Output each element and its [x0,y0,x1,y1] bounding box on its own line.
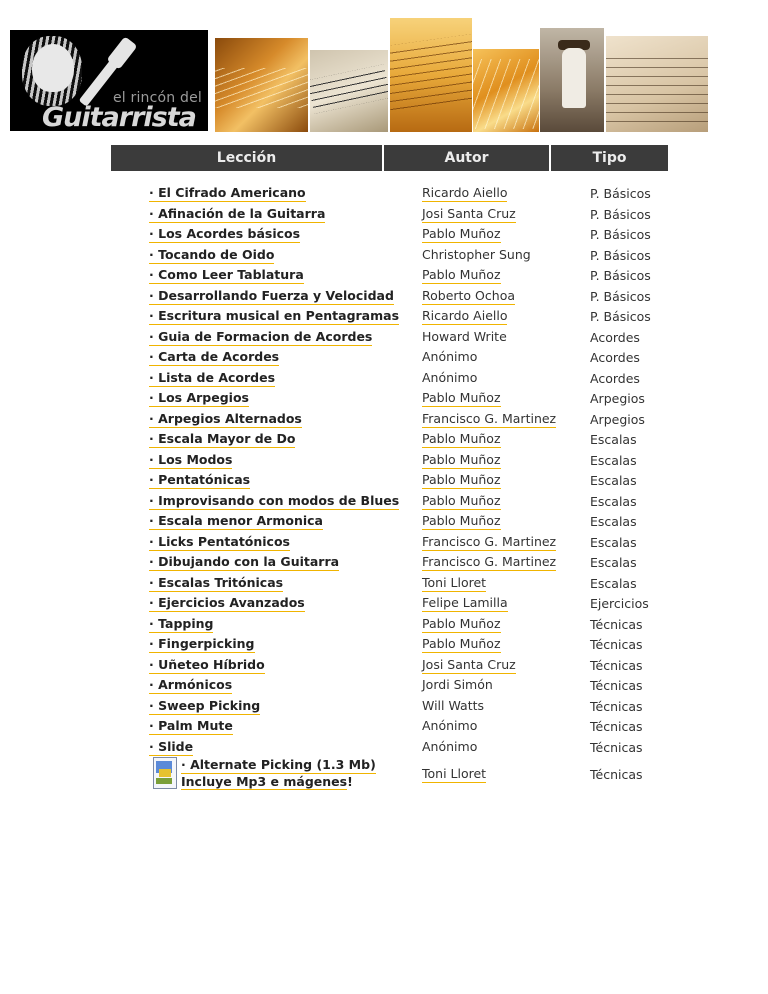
table-row [0,328,768,348]
lesson-link[interactable]: · Tocando de Oido [149,247,275,262]
lesson-link[interactable]: · Uñeteo Híbrido [149,657,265,672]
author-link[interactable]: Josi Santa Cruz [422,657,516,672]
table-row [0,717,768,737]
tipo-cell: P. Básicos [590,268,651,283]
header-leccion: Lección [111,145,382,171]
tipo-cell: Acordes [590,350,640,365]
lesson-link[interactable]: · Dibujando con la Guitarra [149,554,340,569]
lesson-link[interactable]: · Como Leer Tablatura [149,267,304,282]
author-link[interactable]: Francisco G. Martinez [422,411,557,426]
table-row [0,184,768,204]
table-row [0,287,768,307]
lesson-link[interactable]: · Improvisando con modos de Blues [149,493,400,508]
author-text: Howard Write [422,329,507,344]
table-row [0,697,768,717]
tipo-cell: Técnicas [590,617,643,632]
author-link[interactable]: Pablo Muñoz [422,472,501,487]
banner-photo-guitar-strings [215,38,308,132]
author-link[interactable]: Francisco G. Martinez [422,534,557,549]
lesson-link[interactable]: · Los Arpegios [149,390,249,405]
header-autor: Autor [384,145,549,171]
lesson-link[interactable]: · Los Modos [149,452,233,467]
table-row [0,246,768,266]
site-logo[interactable] [10,30,208,131]
table-row [0,676,768,696]
lesson-link[interactable]: · Escala menor Armonica [149,513,323,528]
author-text: Will Watts [422,698,485,713]
banner-photo-old-manuscript [606,36,708,132]
table-row [0,348,768,368]
logo-face-graphic [32,44,74,92]
tipo-cell: Técnicas [590,719,643,734]
author-link[interactable]: Pablo Muñoz [422,267,501,282]
lesson-link[interactable]: · Los Acordes básicos [149,226,301,241]
lesson-link-text[interactable]: Incluye Mp3 e mágenes [181,774,348,789]
table-row [0,492,768,512]
table-row [0,451,768,471]
tipo-cell: Técnicas [590,699,643,714]
author-link[interactable]: Pablo Muñoz [422,431,501,446]
tipo-cell: P. Básicos [590,207,651,222]
lesson-link[interactable]: · Sweep Picking [149,698,261,713]
lesson-link[interactable]: · El Cifrado Americano [149,185,306,200]
tipo-cell: Escalas [590,555,637,570]
lesson-link[interactable]: · Afinación de la Guitarra [149,206,326,221]
lesson-link[interactable]: · Pentatónicas [149,472,251,487]
tipo-cell: P. Básicos [590,289,651,304]
author-link[interactable]: Felipe Lamilla [422,595,508,610]
lesson-link[interactable]: · Tapping [149,616,214,631]
tipo-cell: Escalas [590,514,637,529]
table-row [0,410,768,430]
lesson-link[interactable]: · Arpegios Alternados [149,411,302,426]
lesson-link[interactable]: · Ejercicios Avanzados [149,595,305,610]
author-link[interactable]: Pablo Muñoz [422,616,501,631]
banner-photo-sheet-music [310,50,388,132]
table-row [0,512,768,532]
tipo-cell: Arpegios [590,412,645,427]
author-text: Anónimo [422,370,478,385]
lesson-link[interactable]: · Palm Mute [149,718,233,733]
author-link[interactable]: Ricardo Aiello [422,308,508,323]
table-row [0,266,768,286]
lesson-link[interactable]: · Licks Pentatónicos [149,534,290,549]
author-link[interactable]: Roberto Ochoa [422,288,515,303]
tipo-cell: Escalas [590,494,637,509]
tipo-cell: Escalas [590,453,637,468]
lesson-link[interactable]: · Slide [149,739,194,754]
table-row [0,471,768,491]
table-row [0,738,768,758]
tipo-cell: Escalas [590,473,637,488]
author-link[interactable]: Pablo Muñoz [422,636,501,651]
table-row [0,389,768,409]
author-text: Anónimo [422,349,478,364]
author-text: Anónimo [422,739,478,754]
lesson-link[interactable]: · Escritura musical en Pentagramas [149,308,400,323]
tipo-cell: Técnicas [590,658,643,673]
download-archive-icon[interactable] [153,757,177,789]
table-row [0,615,768,635]
tipo-cell: P. Básicos [590,186,651,201]
logo-text-line2: Guitarrista [42,102,196,131]
table-row [0,225,768,245]
lesson-link-alternate-picking[interactable]: · Alternate Picking (1.3 Mb) [181,757,376,772]
tipo-cell: P. Básicos [590,227,651,242]
table-row [0,656,768,676]
lesson-link[interactable]: · Escalas Tritónicas [149,575,284,590]
lesson-link-suffix: ! [347,774,353,789]
author-link[interactable]: Ricardo Aiello [422,185,508,200]
table-row [0,574,768,594]
tipo-cell: Ejercicios [590,596,649,611]
lesson-link[interactable]: · Escala Mayor de Do [149,431,296,446]
tipo-cell: Acordes [590,330,640,345]
lesson-link[interactable]: · Desarrollando Fuerza y Velocidad [149,288,394,303]
author-link[interactable]: Pablo Muñoz [422,513,501,528]
site-banner [10,18,710,134]
author-text: Anónimo [422,718,478,733]
tipo-cell: Técnicas [590,767,643,782]
tipo-cell: Acordes [590,371,640,386]
tipo-cell: Escalas [590,576,637,591]
table-row [0,533,768,553]
lesson-link-alternate-picking-line2[interactable] [181,773,353,790]
author-link[interactable]: Francisco G. Martinez [422,554,557,569]
table-row [0,430,768,450]
author-link[interactable]: Josi Santa Cruz [422,206,516,221]
author-link[interactable]: Toni Lloret [422,575,487,590]
table-header [111,145,668,171]
tipo-cell: P. Básicos [590,309,651,324]
banner-photo-guitarist [540,28,604,132]
tipo-cell: Técnicas [590,678,643,693]
tipo-cell: Escalas [590,535,637,550]
table-row [0,307,768,327]
author-text: Jordi Simón [422,677,493,692]
table-row [0,205,768,225]
lesson-link[interactable]: · Armónicos [149,677,233,692]
author-link[interactable]: Pablo Muñoz [422,226,501,241]
table-row [0,635,768,655]
tipo-cell: Técnicas [590,740,643,755]
logo-text-line1: el rincón del [112,90,202,106]
banner-photo-music-score [390,18,472,132]
lesson-link[interactable]: · Carta de Acordes [149,349,280,364]
banner-photo-guitar-closeup [473,49,539,132]
author-link[interactable]: Pablo Muñoz [422,452,501,467]
author-text: Christopher Sung [422,247,531,262]
tipo-cell: Escalas [590,432,637,447]
table-row [0,553,768,573]
table-row [0,594,768,614]
author-link[interactable]: Pablo Muñoz [422,390,501,405]
tipo-cell: P. Básicos [590,248,651,263]
lesson-link[interactable]: · Lista de Acordes [149,370,276,385]
author-link[interactable]: Toni Lloret [422,766,487,781]
lesson-link[interactable]: · Fingerpicking [149,636,255,651]
author-link[interactable]: Pablo Muñoz [422,493,501,508]
lesson-link[interactable]: · Guia de Formacion de Acordes [149,329,373,344]
tipo-cell: Técnicas [590,637,643,652]
tipo-cell: Arpegios [590,391,645,406]
header-tipo: Tipo [551,145,668,171]
table-row [0,369,768,389]
